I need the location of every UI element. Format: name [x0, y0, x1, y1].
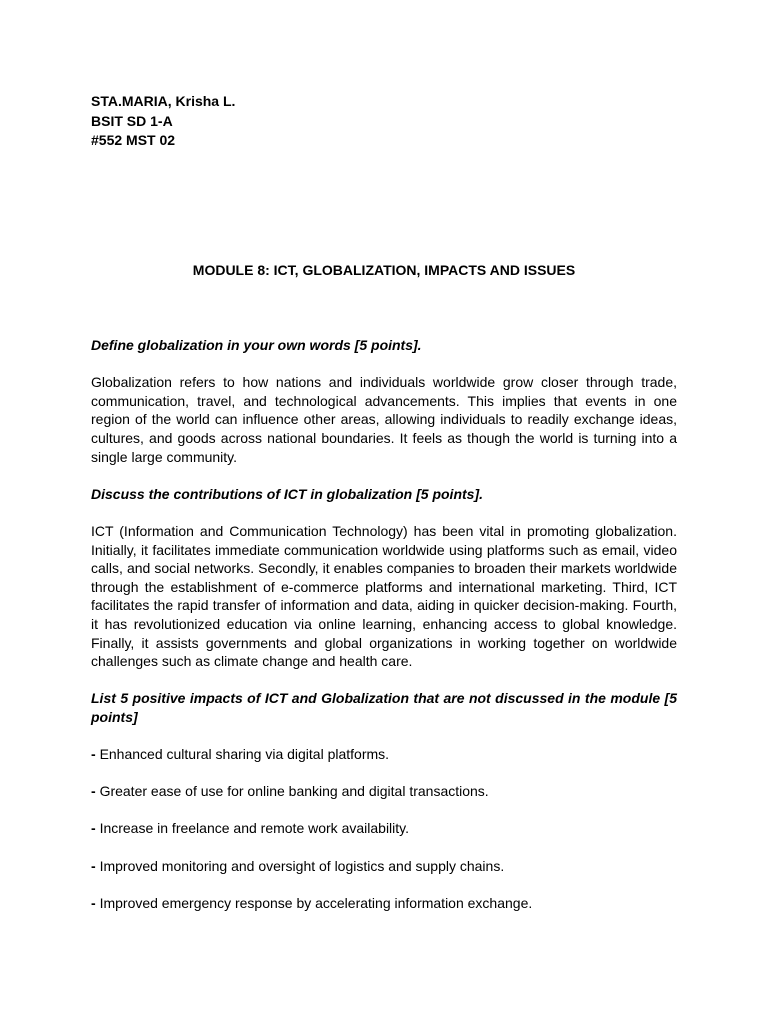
question-2: Discuss the contributions of ICT in globalization [5 points].	[91, 485, 483, 502]
answer-1: Globalization refers to how nations and individuals worldwide grow closer through trade, communication, travel, and technological advancements. This implies that events in one region of the world can influence other areas, allowing individuals to readily exchange ideas, cultures, and goods across national boundaries. It feels as though the world is turning into a single large community.	[91, 374, 677, 465]
bullet-dash: -	[91, 746, 96, 763]
document-body	[91, 336, 677, 931]
bullet-dash: -	[91, 820, 96, 837]
list-item	[91, 745, 677, 764]
question-1: Define globalization in your own words [5 points].	[91, 337, 422, 353]
student-id: #552 MST 02	[91, 132, 176, 148]
question-3: List 5 positive impacts of ICT and Globalization that are not discussed in the module [5 points]	[91, 690, 677, 725]
list-item	[91, 894, 677, 913]
list-item-text: Greater ease of use for online banking and digital transactions.	[99, 783, 489, 800]
list-item-text: Increase in freelance and remote work availability.	[99, 820, 410, 837]
bullet-dash: -	[91, 857, 96, 874]
list-item-text: Enhanced cultural sharing via digital platforms.	[99, 746, 390, 763]
list-item-text: Improved emergency response by accelerating information exchange.	[99, 894, 533, 911]
student-header	[91, 92, 235, 151]
module-title: MODULE 8: ICT, GLOBALIZATION, IMPACTS AND ISSUES	[192, 262, 576, 278]
list-item	[91, 782, 677, 801]
student-section: BSIT SD 1-A	[91, 112, 173, 129]
bullet-dash: -	[91, 894, 96, 911]
bullet-dash: -	[91, 783, 96, 800]
list-item-text: Improved monitoring and oversight of logistics and supply chains.	[99, 857, 505, 874]
answer-2: ICT (Information and Communication Technology) has been vital in promoting globalization. Initially, it facilitates immediate communication worldwide using platforms such as email, video calls, and social networks. Secondly, it enables companies to broaden their markets worldwide through the establishment of e-commerce platforms and international marketing. Third, ICT facilitates the rapid transfer of information and data, aiding in quicker decision-making. Fourth, it has revolutionized education via online learning, enhancing access to global knowledge. Finally, it assists governments and global organizations in working together on worldwide challenges such as climate change and health care.	[91, 522, 677, 670]
student-name: STA.MARIA, Krisha L.	[91, 93, 236, 109]
list-item	[91, 857, 677, 876]
list-item	[91, 819, 677, 838]
